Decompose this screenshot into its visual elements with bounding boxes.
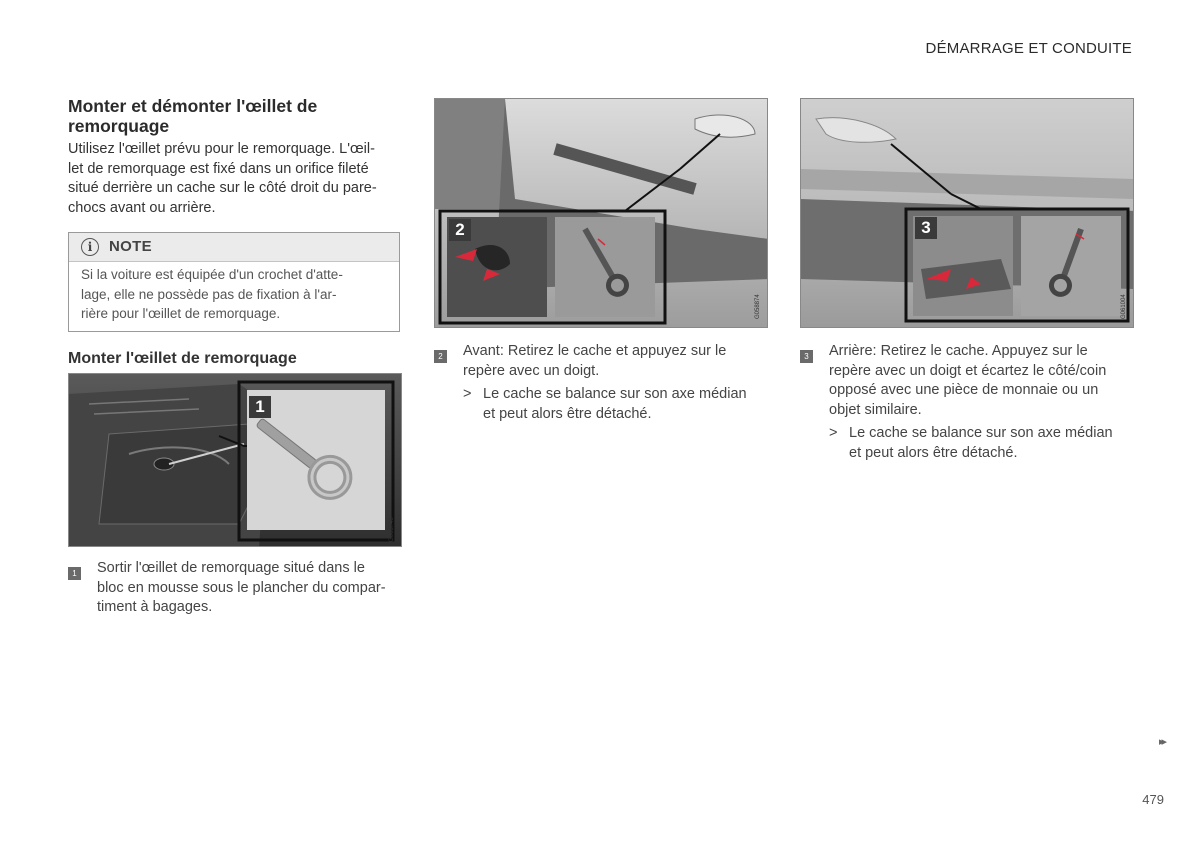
figure-callout-2: 2 <box>449 219 471 241</box>
step-2-result <box>463 385 773 424</box>
result-line: Le cache se balance sur son axe médian <box>849 425 1113 441</box>
step-line: timent à bagages. <box>97 599 213 615</box>
figure-code: G061004 <box>1121 294 1127 319</box>
note-line: lage, elle ne possède pas de fixation à l'ar- <box>81 286 337 302</box>
note-text <box>81 265 391 324</box>
intro-line: situé derrière un cache sur le côté droit du pare- <box>68 180 377 196</box>
step-line: objet similaire. <box>829 401 922 418</box>
page-number: 479 <box>1142 792 1164 807</box>
step-line: Sortir l'œillet de remorquage situé dans le <box>97 560 365 576</box>
section-header: DÉMARRAGE ET CONDUITE <box>925 40 1132 57</box>
trunk-illustration <box>69 374 402 547</box>
figure-towing-eye-storage <box>68 373 402 547</box>
step-line: Avant: Retirez le cache et appuyez sur le <box>463 343 727 359</box>
page-title: Monter et démonter l'œillet de remorquage <box>68 96 318 136</box>
result-marker: > <box>463 386 472 402</box>
step-number-badge: 2 <box>434 350 447 363</box>
figure-callout-1: 1 <box>249 396 271 418</box>
figure-front-bumper <box>434 98 768 328</box>
figure-callout-3: 3 <box>915 217 937 239</box>
figure-code: G063746 <box>389 517 395 542</box>
result-line: Le cache se balance sur son axe médian <box>483 386 747 402</box>
step-line: Arrière: Retirez le cache. Appuyez sur le <box>829 343 1088 359</box>
figure-code: G058874 <box>755 294 761 319</box>
note-line: rière pour l'œillet de remorquage. <box>81 306 281 321</box>
step-number-badge: 1 <box>68 567 81 580</box>
result-line: et peut alors être détaché. <box>483 405 652 422</box>
front-bumper-illustration <box>435 99 768 328</box>
intro-line: chocs avant ou arrière. <box>68 199 216 216</box>
intro-paragraph <box>68 140 400 218</box>
note-box <box>68 232 400 332</box>
step-line: opposé avec une pièce de monnaie ou un <box>829 382 1099 398</box>
step-1-text <box>97 559 407 618</box>
info-icon: i <box>81 238 99 256</box>
step-line: repère avec un doigt et écartez le côté/coin <box>829 362 1107 379</box>
step-number-badge: 3 <box>800 350 813 363</box>
figure-rear-bumper <box>800 98 1134 328</box>
step-line: repère avec un doigt. <box>463 362 600 379</box>
result-marker: > <box>829 425 838 441</box>
intro-line: let de remorquage est fixé dans un orifice fileté <box>68 160 369 177</box>
intro-line: Utilisez l'œillet prévu pour le remorquage. L'œil- <box>68 141 375 157</box>
note-label: NOTE <box>109 238 152 255</box>
result-line: et peut alors être détaché. <box>849 444 1018 461</box>
step-3-text <box>829 342 1149 420</box>
step-3-result <box>829 424 1139 463</box>
continue-arrows-icon: ▸▸ <box>1158 736 1164 748</box>
rear-bumper-illustration <box>801 99 1134 328</box>
note-header <box>69 233 399 262</box>
step-2-text <box>463 342 773 381</box>
note-line: Si la voiture est équipée d'un crochet d'atte- <box>81 267 343 282</box>
step-line: bloc en mousse sous le plancher du compar- <box>97 579 386 596</box>
section-subtitle: Monter l'œillet de remorquage <box>68 350 297 367</box>
